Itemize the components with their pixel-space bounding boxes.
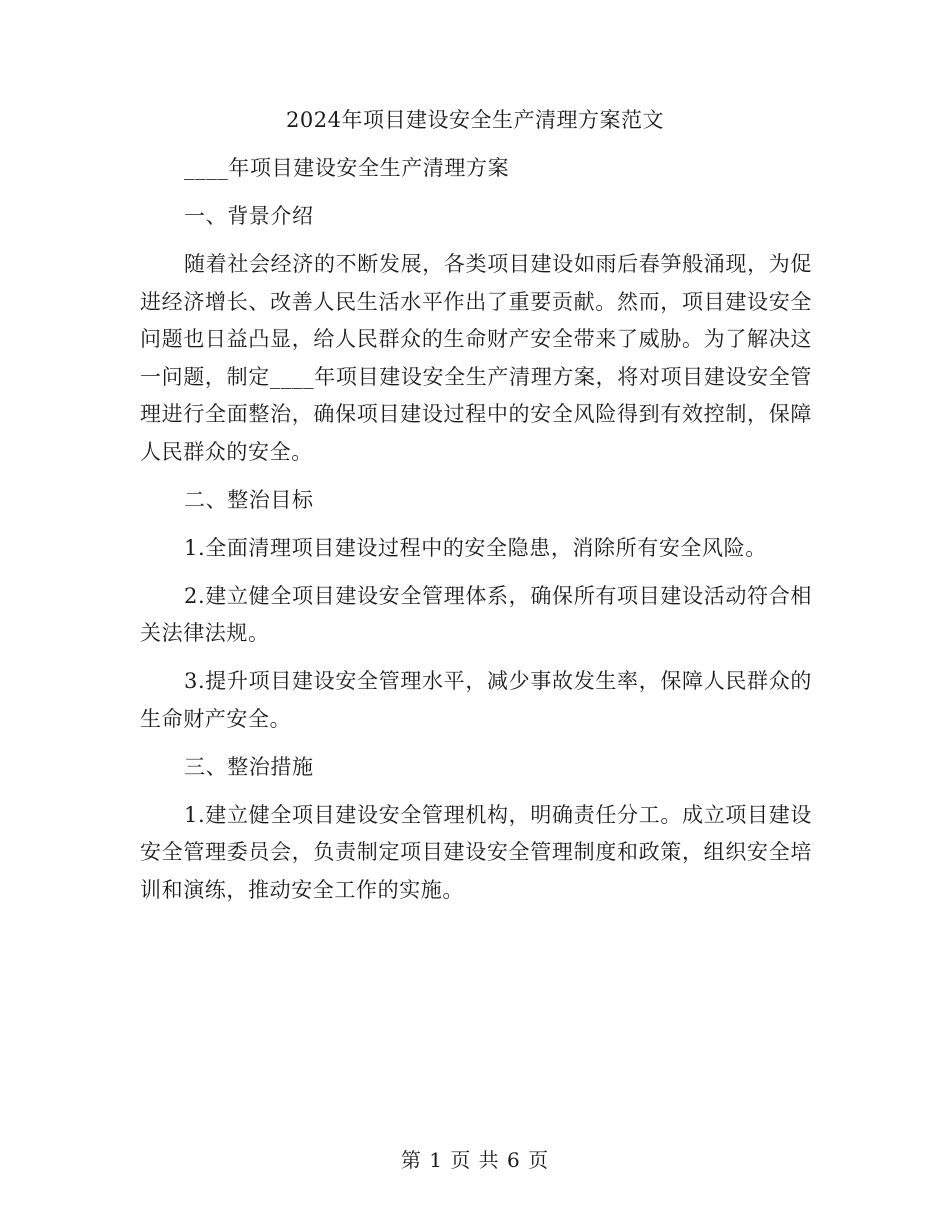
section-heading-goals: 二、整治目标 xyxy=(184,487,314,512)
measure-item-1: 1.建立健全项目建设安全管理机构，明确责任分工。成立项目建设安全管理委员会，负责制定项目建设安全管理制度和政策，组织安全培训和演练，推动安全工作的实施。 xyxy=(140,802,812,902)
goal-item-3: 3.提升项目建设安全管理水平，减少事故发生率，保障人民群众的生命财产安全。 xyxy=(140,669,812,731)
section-heading-measures: 三、整治措施 xyxy=(184,754,314,779)
page-footer: 第 1 页 共 6 页 xyxy=(400,1148,550,1172)
document-title: 2024年项目建设安全生产清理方案范文 xyxy=(286,108,664,132)
subtitle-paragraph: ____年项目建设安全生产清理方案 xyxy=(184,156,510,180)
background-paragraph: 随着社会经济的不断发展，各类项目建设如雨后春笋般涌现，为促进经济增长、改善人民生活水平作出了重要贡献。然而，项目建设安全问题也日益凸显，给人民群众的生命财产安全带来了威胁。为了解决这一问题，制定____年项目建设安全生产清理方案，将对项目建设安全管理进行全面整治，确保项目建设过程中的安全风险得到有效控制，保障人民群众的安全。 xyxy=(140,252,812,464)
goal-item-2: 2.建立健全项目建设安全管理体系，确保所有项目建设活动符合相关法律法规。 xyxy=(140,583,812,645)
document-body xyxy=(140,150,812,920)
goal-item-1: 1.全面清理项目建设过程中的安全隐患，消除所有安全风险。 xyxy=(184,535,767,560)
section-heading-background: 一、背景介绍 xyxy=(184,204,314,228)
